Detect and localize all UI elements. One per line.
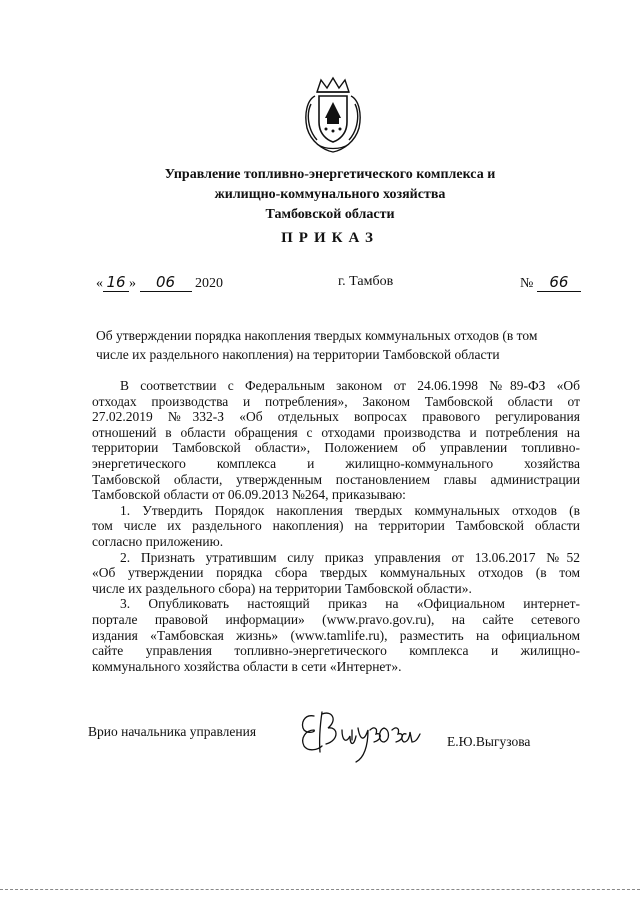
body-line: 1. Утвердить Порядок накопления твердых коммунальных отходов (в	[120, 502, 580, 518]
order-body	[92, 378, 580, 674]
agency-line-3: Тамбовской области	[265, 207, 395, 222]
body-line: 3. Опубликовать настоящий приказ на «Официальном интернет-	[120, 596, 580, 612]
order-date	[96, 273, 223, 292]
body-line: 27.02.2019 №332-З «Об отдельных вопросах правового регулирования	[92, 409, 580, 425]
body-line: сайте управления топливно-энергетического комплекса и жилищно-	[92, 643, 580, 659]
body-line: «Об утверждении порядка сбора твердых коммунальных отходов (в том	[92, 565, 580, 581]
subject-line: Об утверждении порядка накопления твердых коммунальных отходов (в том	[96, 328, 538, 343]
body-line: том числе их раздельного накопления) на территории Тамбовской области	[92, 518, 580, 534]
coat-of-arms-icon	[297, 74, 369, 154]
body-line: энергетического комплекса и жилищно-коммунального хозяйства	[92, 455, 580, 471]
number-sign: №	[520, 276, 534, 291]
agency-line-1: Управление топливно-энергетического комплекса и	[164, 167, 496, 182]
order-year: 2020	[195, 276, 223, 291]
signer-name: Е.Ю.Выгузова	[447, 734, 531, 749]
handwritten-signature	[292, 700, 422, 770]
order-day: 16	[103, 273, 129, 292]
order-number	[520, 273, 581, 292]
body-line: В соответствии с Федеральным законом от 24.06.1998 №89-ФЗ «Об	[120, 378, 580, 393]
body-line: 2. Признать утратившим силу приказ управления от 13.06.2017 №52	[120, 549, 580, 565]
agency-line-2: жилищно-коммунального хозяйства	[214, 187, 446, 202]
document-type-title: ПРИКАЗ	[281, 230, 379, 246]
order-subject	[96, 326, 586, 364]
order-month: 06	[140, 273, 192, 292]
body-line: согласно приложению.	[92, 533, 224, 549]
body-line: Тамбовской области от 06.09.2013 №264, приказываю:	[92, 487, 406, 503]
body-line: издания «Тамбовская жизнь» (www.tamlife.ru), разместить на официальном	[92, 627, 580, 643]
body-line: отношений в области обращения с отходами производства и потребления на	[92, 424, 580, 440]
signer-title: Врио начальника управления	[88, 724, 257, 739]
body-line: Тамбовской области, утвержденным постановлением главы администрации	[92, 471, 580, 487]
order-city: г. Тамбов	[338, 274, 394, 289]
subject-line: числе их раздельного накопления) на территории Тамбовской области	[96, 347, 500, 362]
body-line: портале правовой информации» (www.pravo.gov.ru), на сайте сетевого	[92, 611, 580, 627]
scan-edge-divider	[0, 889, 640, 891]
body-line: территории Тамбовской области», Положением об управлении топливно-	[92, 440, 580, 456]
agency-name	[90, 165, 570, 225]
date-close-quote: »	[129, 276, 136, 291]
body-line: коммунального хозяйства области в сети «Интернет».	[92, 658, 402, 674]
order-number-value: 66	[537, 273, 581, 292]
body-line: числе их раздельного сбора) на территории Тамбовской области».	[92, 580, 472, 596]
date-open-quote: «	[96, 276, 103, 291]
body-line: отходах производства и потребления», Законом Тамбовской области от	[92, 393, 580, 409]
